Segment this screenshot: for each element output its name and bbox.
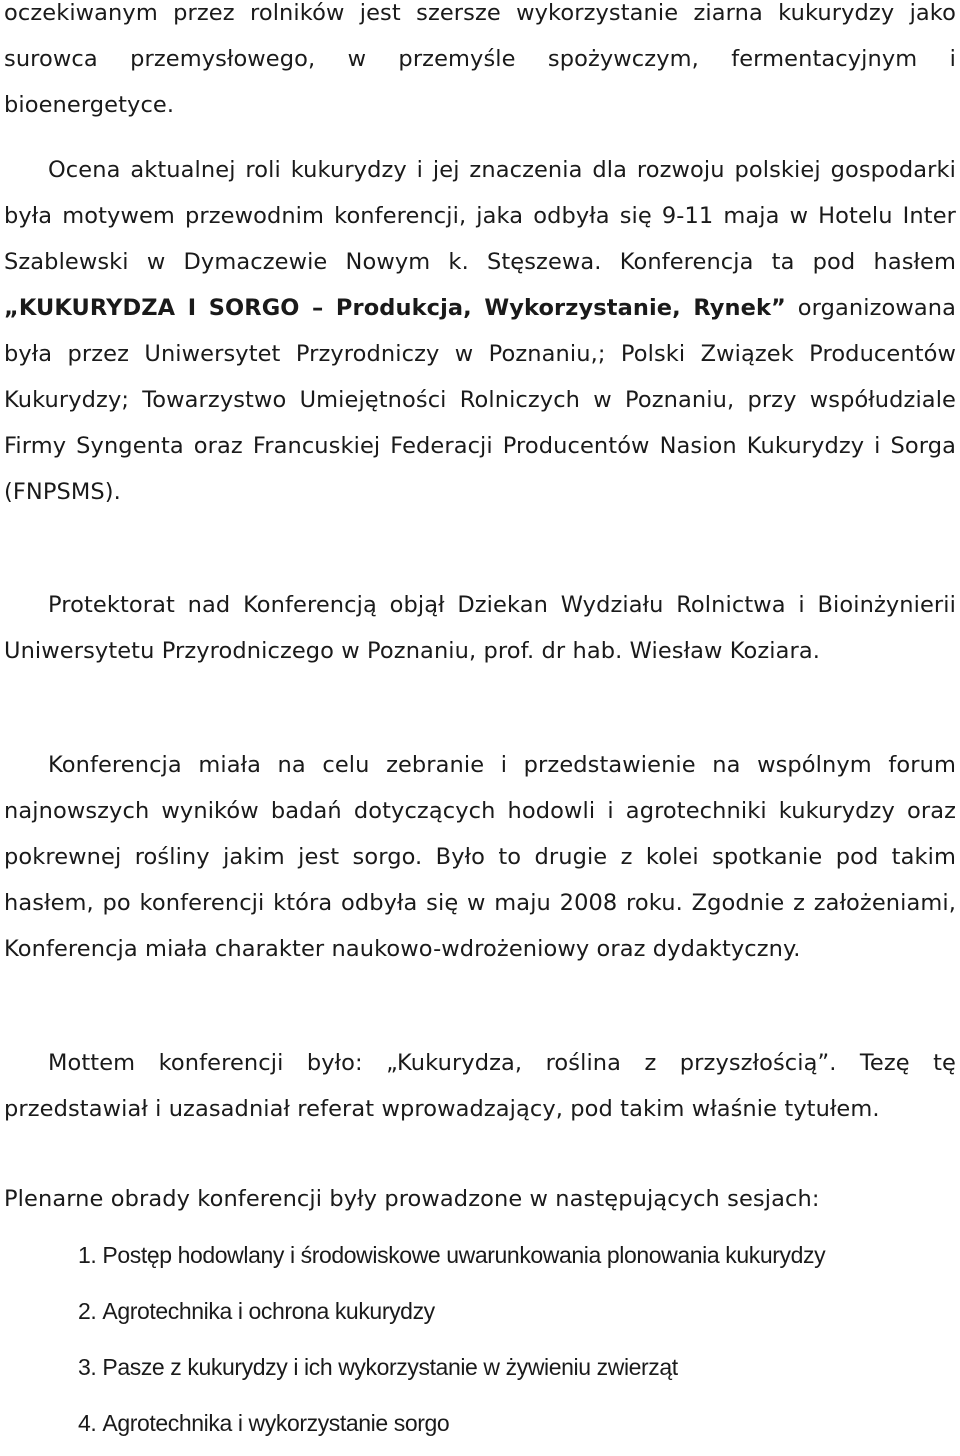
conference-slogan: „KUKURYDZA I SORGO – Produkcja, Wykorzystanie, Rynek” [4,295,786,321]
paragraph-text: organizowana była przez Uniwersytet Przyrodniczy w Poznaniu,; Polski Związek Producentów Kukurydzy; Towarzystwo Umiejętności Rolniczych w Poznaniu, przy współudziale Firmy Syngenta oraz Francuskiej Federacji Producentów Nasion Kukurydzy i Sorga (FNPSMS). [4,295,957,505]
list-item-number: 2. [78,1298,97,1324]
list-item [0,1232,960,1288]
list-item-label: Agrotechnika i ochrona kukurydzy [102,1298,435,1324]
list-item-label: Postęp hodowlany i środowiskowe uwarunkowania plonowania kukurydzy [102,1242,826,1268]
list-item [0,1400,960,1456]
list-item-number: 3. [78,1354,97,1380]
list-item-number: 1. [78,1242,97,1268]
paragraph-motto: Mottem konferencji było: „Kukurydza, roślina z przyszłością”. Tezę tę przedstawiał i uzasadniał referat wprowadzający, pod takim właśnie tytułem. [4,1050,956,1122]
list-item-label: Agrotechnika i wykorzystanie sorgo [102,1410,450,1436]
list-item [0,1344,960,1400]
list-item [0,1288,960,1344]
sessions-list [0,1232,960,1456]
paragraph-patronage: Protektorat nad Konferencją objął Dziekan Wydziału Rolnictwa i Bioinżynierii Uniwersytetu Przyrodniczego w Poznaniu, prof. dr hab. Wiesław Koziara. [4,592,956,664]
paragraph-sessions-intro: Plenarne obrady konferencji były prowadzone w następujących sesjach: [4,1186,820,1212]
paragraph-conference-goal: Konferencja miała na celu zebranie i przedstawienie na wspólnym forum najnowszych wyników badań dotyczących hodowli i agrotechniki kukurydzy oraz pokrewnej rośliny jakim jest sorgo. Było to drugie z kolei spotkanie pod takim hasłem, po konferencji która odbyła się w maju 2008 roku. Zgodnie z założeniami, Konferencja miała charakter naukowo-wdrożeniowy oraz dydaktyczny. [4,752,956,962]
paragraph-conference-overview [4,147,956,515]
list-item-label: Pasze z kukurydzy i ich wykorzystanie w żywieniu zwierząt [102,1354,678,1380]
paragraph-intro-continuation: oczekiwanym przez rolników jest szersze wykorzystanie ziarna kukurydzy jako surowca przemysłowego, w przemyśle spożywczym, fermentacyjnym i bioenergetyce. [4,0,956,118]
paragraph-text: Ocena aktualnej roli kukurydzy i jej znaczenia dla rozwoju polskiej gospodarki była motywem przewodnim konferencji, jaka odbyła się 9-11 maja w Hotelu Inter Szablewski w Dymaczewie Nowym k. Stęszewa. Konferencja ta pod hasłem [4,157,956,275]
list-item-number: 4. [78,1410,97,1436]
